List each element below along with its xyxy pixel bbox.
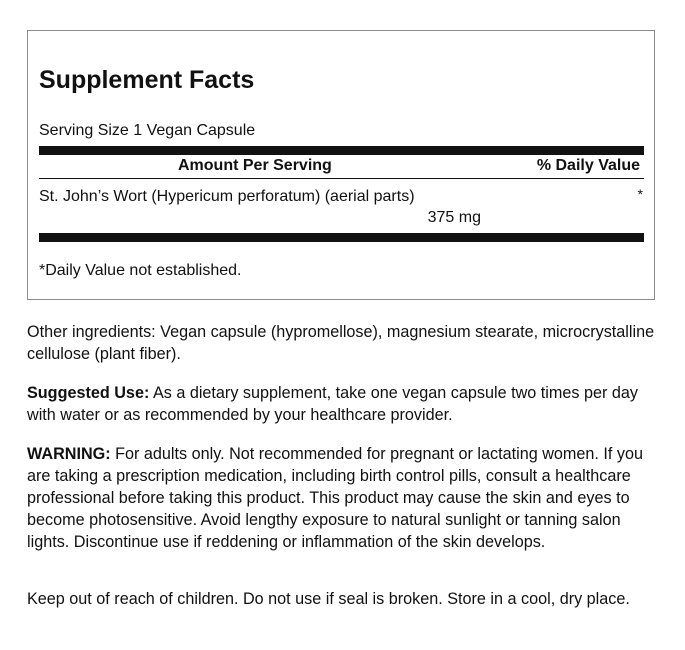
ingredient-name: St. John’s Wort (Hypericum perforatum) (aerial parts) (39, 188, 415, 205)
storage-instructions (27, 588, 667, 610)
warning-text: For adults only. Not recommended for pregnant or lactating women. If you are taking a prescription medication, including birth control pills, consult a healthcare professional before taking this product. This product may cause the skin and eyes to become photosensitive. Avoid lengthy exposure to natural sunlight or tanning salon lights. Discontinue use if reddening or inflammation of the skin develops. (27, 445, 643, 551)
warning (27, 443, 667, 553)
ingredient-daily-value: * (637, 186, 643, 202)
supplement-facts-panel (27, 30, 655, 300)
suggested-use-label: Suggested Use: (27, 384, 150, 402)
warning-label: WARNING: (27, 445, 111, 463)
amount-per-serving-header: Amount Per Serving (178, 157, 332, 174)
other-ingredients (27, 321, 667, 365)
header-divider (39, 178, 644, 179)
serving-size: Serving Size 1 Vegan Capsule (39, 122, 256, 139)
ingredient-amount: 375 mg (427, 209, 481, 226)
daily-value-footnote: *Daily Value not established. (39, 262, 242, 279)
facts-title: Supplement Facts (39, 66, 255, 94)
other-ingredients-text: Other ingredients: Vegan capsule (hypromellose), magnesium stearate, microcrystalline cellulose (plant fiber). (27, 323, 655, 363)
storage-text: Keep out of reach of children. Do not use if seal is broken. Store in a cool, dry place. (27, 590, 630, 608)
thick-divider-top (39, 146, 644, 155)
suggested-use-text: As a dietary supplement, take one vegan capsule two times per day with water or as recommended by your healthcare provider. (27, 384, 638, 424)
thick-divider-bottom (39, 233, 644, 242)
daily-value-header: % Daily Value (536, 157, 640, 174)
suggested-use (27, 382, 667, 426)
